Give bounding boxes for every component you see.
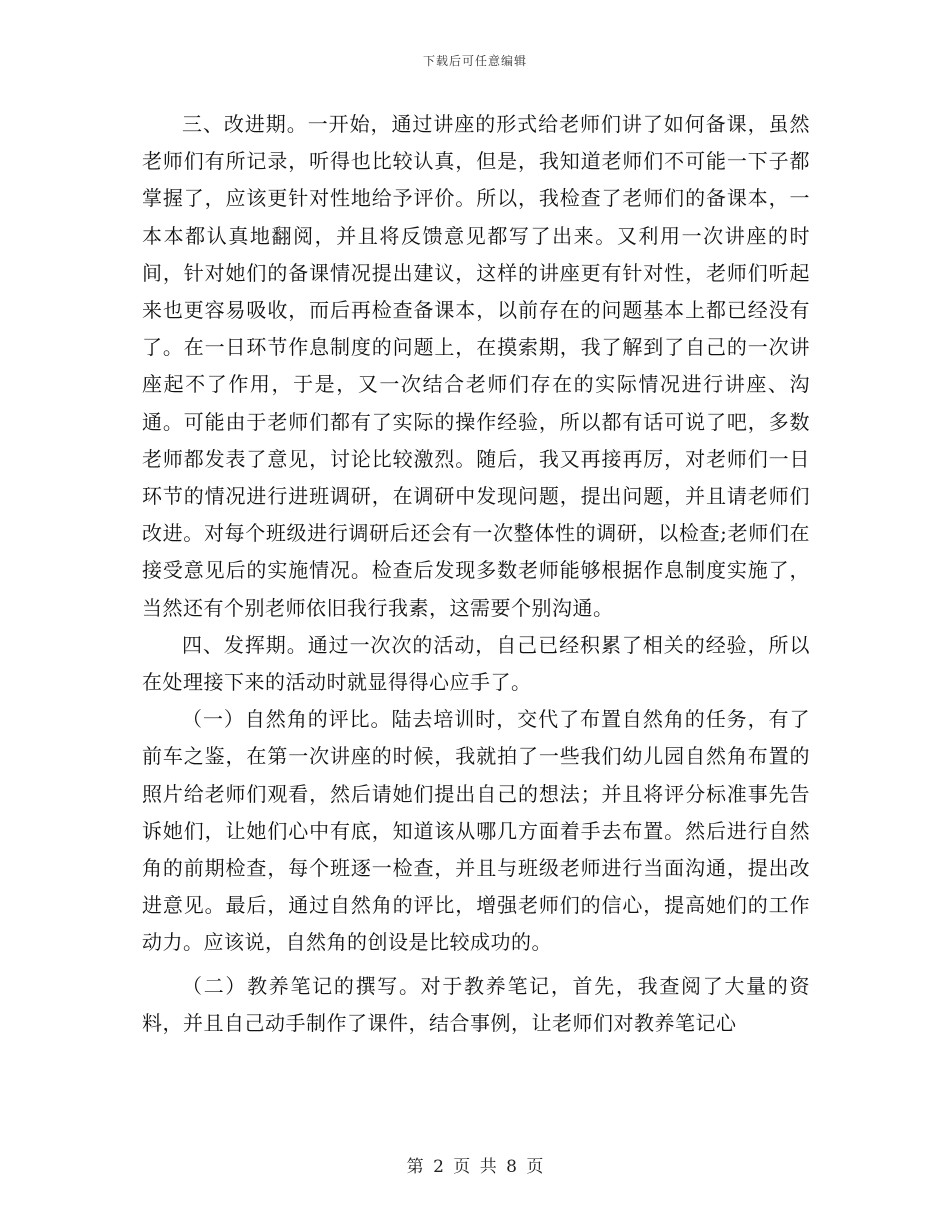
document-body xyxy=(142,106,810,1042)
page-header: 下载后可任意编辑 xyxy=(422,54,527,68)
page-number: 第 2 页 共 8 页 xyxy=(406,1157,544,1177)
paragraph-performance-period: 四、发挥期。通过一次次的活动，自己已经积累了相关的经验，所以在处理接下来的活动时就显得得心应手了。 xyxy=(142,632,810,695)
paragraph-care-notes: （二）教养笔记的撰写。对于教养笔记，首先，我查阅了大量的资料，并且自己动手制作了课件，结合事例，让老师们对教养笔记心 xyxy=(142,973,810,1035)
paragraph-nature-corner: （一）自然角的评比。陆去培训时，交代了布置自然角的任务，有了前车之鉴，在第一次讲座的时候，我就拍了一些我们幼儿园自然角布置的照片给老师们观看，然后请她们提出自己的想法；并且将评分标准事先告诉她们，让她们心中有底，知道该从哪几方面着手去布置。然后进行自然角的前期检查，每个班逐一检查，并且与班级老师进行当面沟通，提出改进意见。最后，通过自然角的评比，增强老师们的信心，提高她们的工作动力。应该说，自然角的创设是比较成功的。 xyxy=(142,707,810,955)
paragraph-improvement-period: 三、改进期。一开始，通过讲座的形式给老师们讲了如何备课，虽然老师们有所记录，听得也比较认真，但是，我知道老师们不可能一下子都掌握了，应该更针对性地给予评价。所以，我检查了老师们的备课本，一本本都认真地翻阅，并且将反馈意见都写了出来。又利用一次讲座的时间，针对她们的备课情况提出建议，这样的讲座更有针对性，老师们听起来也更容易吸收，而后再检查备课本，以前存在的问题基本上都已经没有了。在一日环节作息制度的问题上，在摸索期，我了解到了自己的一次讲座起不了作用，于是，又一次结合老师们存在的实际情况进行讲座、沟通。可能由于老师们都有了实际的操作经验，所以都有话可说了吧，多数老师都发表了意见，讨论比较激烈。随后，我又再接再厉，对老师们一日环节的情况进行进班调研，在调研中发现问题，提出问题，并且请老师们改进。对每个班级进行调研后还会有一次整体性的调研，以检查;老师们在接受意见后的实施情况。检查后发现多数老师能够根据作息制度实施了，当然还有个别老师依旧我行我素，这需要个别沟通。 xyxy=(142,112,810,620)
